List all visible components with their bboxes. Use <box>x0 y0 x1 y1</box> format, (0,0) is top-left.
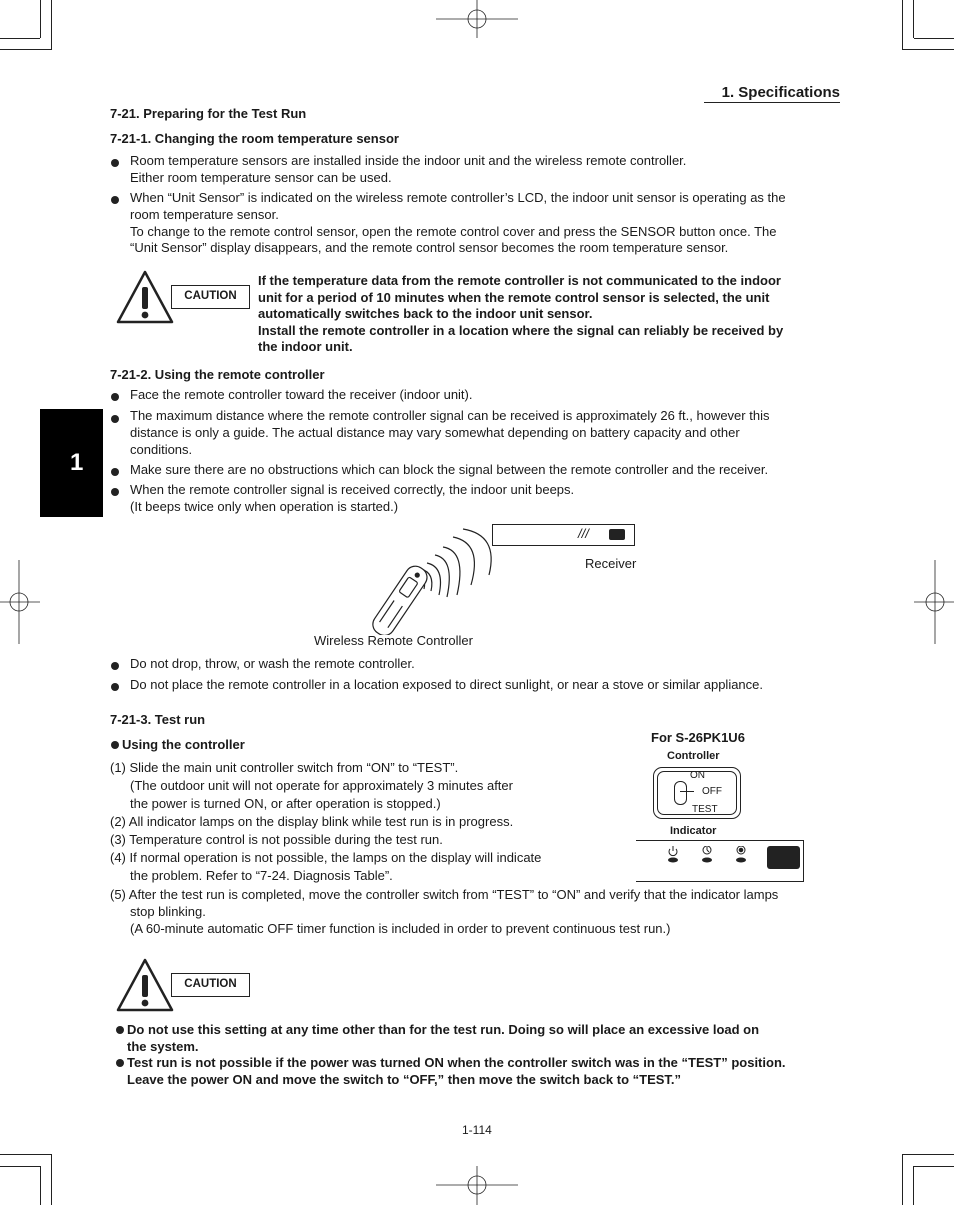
list-item: Make sure there are no obstructions which can block the signal between the remote controller and the receiver. <box>130 462 769 477</box>
list-item: Room temperature sensors are installed inside the indoor unit and the wireless remote controller. Either room temperature sensor can be used. <box>130 153 687 185</box>
test-run-steps: (1) Slide the main unit controller switch from “ON” to “TEST”. (The outdoor unit will not operate for approximately 3 minutes after the power is turned ON, or after operation is stopped.) (2) All indicator lamps on the display blink while test run is in progress. (3) Temperature control is not possible during the test run. (4) If normal operation is not possible, the lamps on the display will indicate the problem. Refer to “7-24. Diagnosis Table”. <box>110 760 542 883</box>
chapter-tab-label: 1 <box>70 449 84 476</box>
model-title: For S-26PK1U6 <box>651 730 745 745</box>
bullet-dot <box>116 1026 124 1034</box>
caution-label: CAUTION <box>171 973 250 997</box>
registration-mark-right <box>914 560 954 644</box>
indicator-label: Indicator <box>670 825 717 837</box>
receiver-window <box>609 529 625 540</box>
receiver-label: Receiver <box>585 556 637 571</box>
bullet-dot <box>111 488 119 496</box>
warning-triangle-icon <box>116 270 174 324</box>
receiver-mark: /// <box>578 526 589 541</box>
bullet-dot <box>111 741 119 749</box>
list-item: When the remote controller signal is received correctly, the indoor unit beeps. (It beeps twice only when operation is started.) <box>130 482 575 514</box>
caution-text: Test run is not possible if the power was turned ON when the controller switch was in the “TEST” position. Leave the power ON and move the switch to “OFF,” then move the switch back to “TEST.” <box>127 1055 786 1087</box>
registration-mark-left <box>0 560 40 644</box>
section-heading-7-21: 7-21. Preparing for the Test Run <box>110 106 307 121</box>
slide-switch[interactable] <box>674 781 687 805</box>
test-run-steps-continued: (5) After the test run is completed, move the controller switch from “TEST” to “ON” and verify that the indicator lamps stop blinking. (A 60-minute automatic OFF timer function is included in order to prevent continuous test run.) <box>110 887 779 936</box>
controller-switch-panel <box>653 767 741 819</box>
list-item: Do not drop, throw, or wash the remote controller. <box>130 656 415 671</box>
list-item: When “Unit Sensor” is indicated on the wireless remote controller’s LCD, the indoor unit sensor is operating as the room temperature sensor. To change to the remote control sensor, open the remote control cover and press the SENSOR button once. The “Unit Sensor” display disappears, and the remote control sensor becomes the room temperature sensor. <box>130 190 786 256</box>
caution-text: If the temperature data from the remote controller is not communicated to the indoor unit for a period of 10 minutes when the remote control sensor is selected, the unit automatically switches back to the indoor unit sensor. Install the remote controller in a location where the signal can reliably be received by the indoor unit. <box>258 273 784 354</box>
indicator-lamps <box>661 846 761 868</box>
section-heading-7-21-2: 7-21-2. Using the remote controller <box>110 367 325 382</box>
caution-text: Do not use this setting at any time other than for the test run. Doing so will place an excessive load on the system. <box>127 1022 760 1054</box>
switch-on-label: ON <box>690 770 705 781</box>
switch-off-label: OFF <box>702 786 722 797</box>
switch-pointer <box>680 791 694 792</box>
controller-label: Controller <box>667 750 720 762</box>
list-item: Do not place the remote controller in a location exposed to direct sunlight, or near a stove or similar appliance. <box>130 677 764 692</box>
bullet-dot <box>111 468 119 476</box>
list-item: Face the remote controller toward the receiver (indoor unit). <box>130 387 473 402</box>
section-heading-7-21-1: 7-21-1. Changing the room temperature sensor <box>110 131 399 146</box>
bullet-dot <box>111 196 119 204</box>
switch-test-label: TEST <box>692 804 718 815</box>
bullet-dot <box>111 159 119 167</box>
receiver-panel <box>492 524 635 546</box>
bullet-dot <box>111 683 119 691</box>
warning-triangle-icon <box>116 958 174 1012</box>
section-heading-7-21-3: 7-21-3. Test run <box>110 712 206 727</box>
list-item: The maximum distance where the remote controller signal can be received is approximately 26 ft., however this distance is only a guide. The actual distance may vary somewhat depending on battery capacity and other conditions. <box>130 408 770 457</box>
chapter-tab <box>40 409 103 517</box>
page-number: 1-114 <box>462 1123 492 1137</box>
bullet-dot <box>111 662 119 670</box>
sub-heading-using-controller: Using the controller <box>122 737 245 752</box>
indicator-panel <box>636 840 804 882</box>
bullet-dot <box>116 1059 124 1067</box>
page-header-title: 1. Specifications <box>704 84 840 103</box>
remote-controller-label: Wireless Remote Controller <box>314 633 473 648</box>
indicator-display <box>767 846 800 869</box>
remote-controller-icon <box>355 525 500 635</box>
registration-mark-top <box>436 0 520 40</box>
bullet-dot <box>111 415 119 423</box>
registration-mark-bottom <box>436 1164 520 1205</box>
caution-label: CAUTION <box>171 285 250 309</box>
bullet-dot <box>111 393 119 401</box>
